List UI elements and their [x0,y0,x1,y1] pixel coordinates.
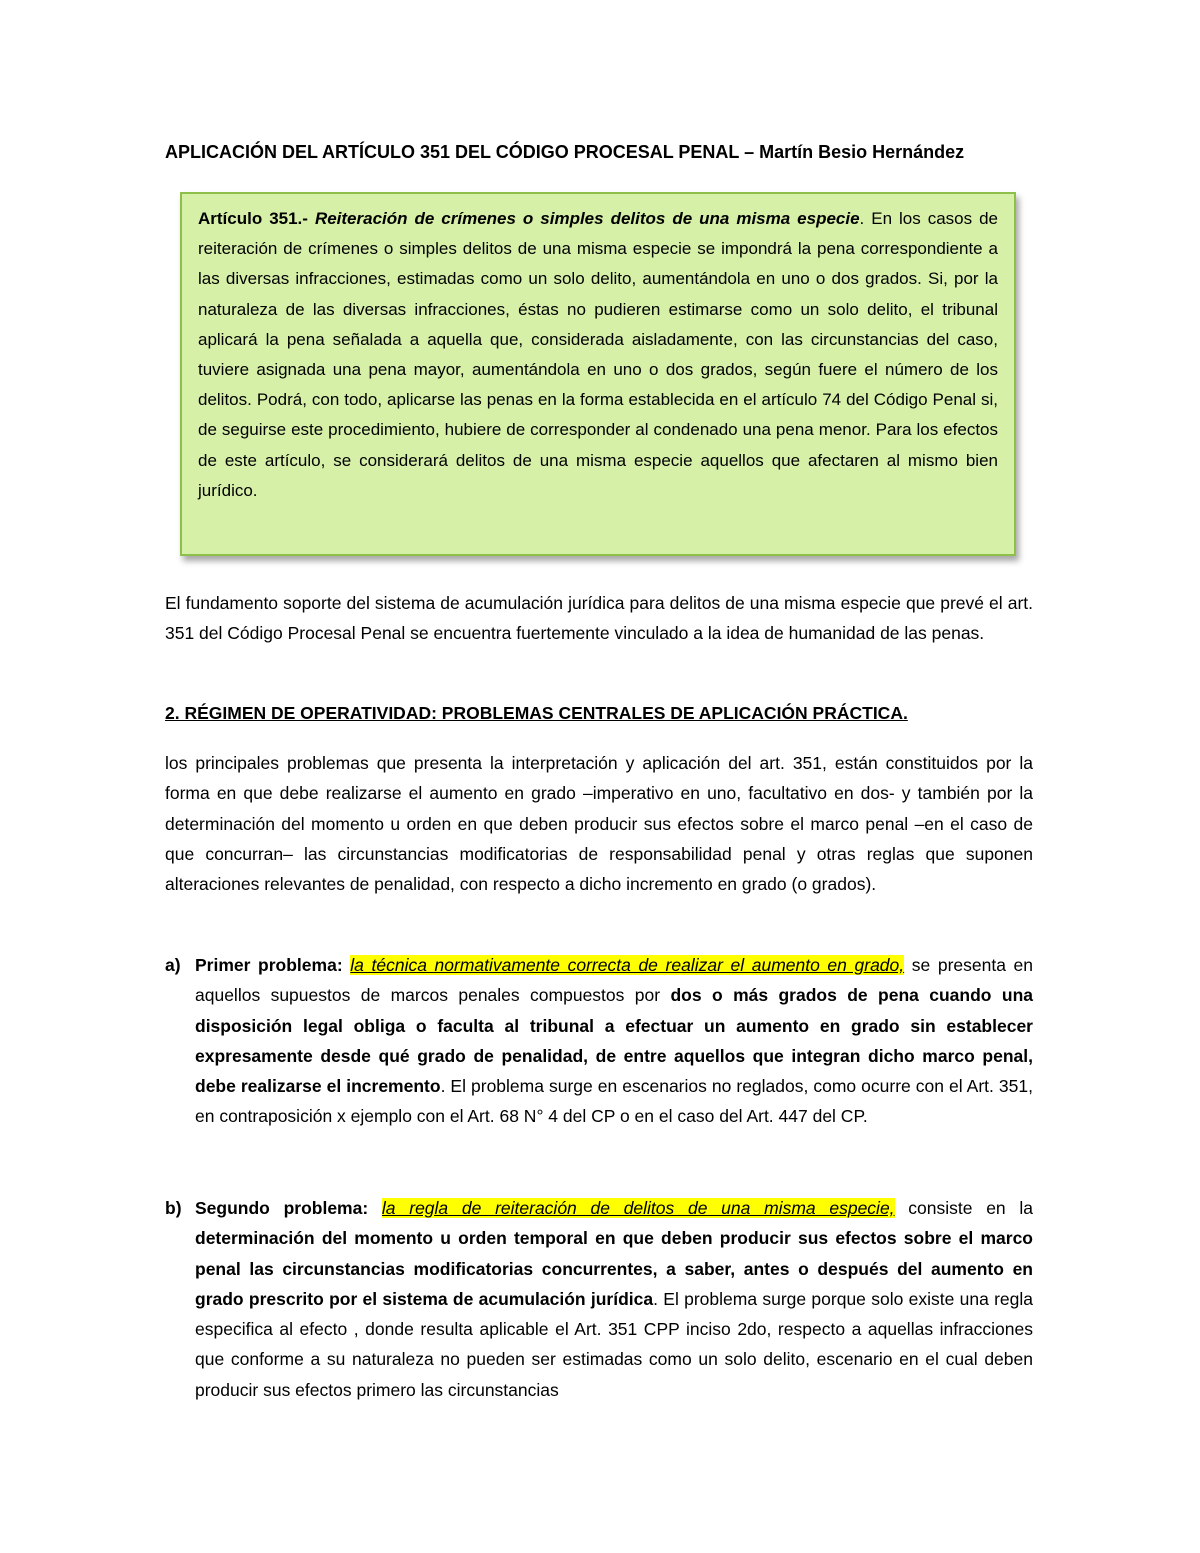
item-a-label: Primer problema: [195,955,343,975]
item-b-text2: . El problema surge porque solo existe una regla especifica al efecto , donde resulta aplicable el Art. 351 CPP inciso 2do, respecto a aquellas infracciones que conforme a su naturaleza no pueden ser estimadas como un solo delito, escenario en el cual deben producir sus efectos primero las circunstancias [195,1288,1033,1400]
item-a-text1: se presenta en aquellos supuestos de marcos penales compuestos por [195,955,1034,1006]
article-label: Artículo 351.- [198,209,308,228]
item-a-text2: . El problema surge en escenarios no reglados, como ocurre con el Art. 351, en contraposición x ejemplo con el Art. 68 N° 4 del CP o en el caso del Art. 447 del CP. [195,1076,1033,1127]
item-a-highlight: la técnica normativamente correcta de realizar el aumento en grado, [350,955,905,975]
document-title: APLICACIÓN DEL ARTÍCULO 351 DEL CÓDIGO PROCESAL PENAL – Martín Besio Hernández [165,142,965,162]
item-b-highlight: la regla de reiteración de delitos de una misma especie, [381,1198,895,1218]
section-heading: 2. RÉGIMEN DE OPERATIVIDAD: PROBLEMAS CENTRALES DE APLICACIÓN PRÁCTICA. [165,703,908,723]
list-marker-a: a) [165,955,181,975]
article-body: . En los casos de reiteración de crímenes o simples delitos de una misma especie se impondrá la pena correspondiente a las diversas infracciones, estimadas como un solo delito, aumentándola en uno o dos grados. Si, por la naturaleza de las diversas infracciones, éstas no pudieren estimarse como un solo delito, el tribunal aplicará la pena señalada a aquella que, considerada aisladamente, con las circunstancias del caso, tuviere asignada una pena mayor, aumentándola en uno o dos grados, según fuere el número de los delitos. Podrá, con todo, aplicarse las penas en la forma establecida en el artículo 74 del Código Penal si, de seguirse este procedimiento, hubiere de corresponder al condenado una pena menor. Para los efectos de este artículo, se considerará delitos de una misma especie aquellos que afectaren al mismo bien jurídico. [198,209,998,500]
list-item-b-text [195,1193,1033,1405]
article-text [198,204,998,506]
item-b-bold: determinación del momento u orden temporal en que deben producir sus efectos sobre el marco penal las circunstancias modificatorias concurrentes, a saber, antes o después del aumento en grado prescrito por el sistema de acumulación jurídica [195,1228,1033,1309]
article-box [180,192,1016,556]
paragraph-fundamento: El fundamento soporte del sistema de acumulación jurídica para delitos de una misma especie que prevé el art. 351 del Código Procesal Penal se encuentra fuertemente vinculado a la idea de humanidad de las penas. [165,593,1033,644]
article-heading: Reiteración de crímenes o simples delitos de una misma especie [314,209,860,228]
item-b-label: Segundo problema: [195,1198,369,1218]
item-a-bold: dos o más grados de pena cuando una disposición legal obliga o faculta al tribunal a efectuar un aumento en grado sin establecer expresamente desde qué grado de penalidad, de entre aquellos que integran dicho marco penal, debe realizarse el incremento [195,985,1033,1097]
list-marker-b: b) [165,1198,182,1218]
list-item-a-text [195,950,1033,1132]
paragraph-problemas: los principales problemas que presenta la interpretación y aplicación del art. 351, están constituidos por la forma en que debe realizarse el aumento en grado –imperativo en uno, facultativo en dos- y también por la determinación del momento u orden en que deben producir sus efectos sobre el marco penal –en el caso de que concurran– las circunstancias modificatorias de responsabilidad penal y otras reglas que suponen alteraciones relevantes de penalidad, con respecto a dicho incremento en grado (o grados). [165,753,1033,895]
item-b-text1: consiste en la [894,1198,1033,1218]
